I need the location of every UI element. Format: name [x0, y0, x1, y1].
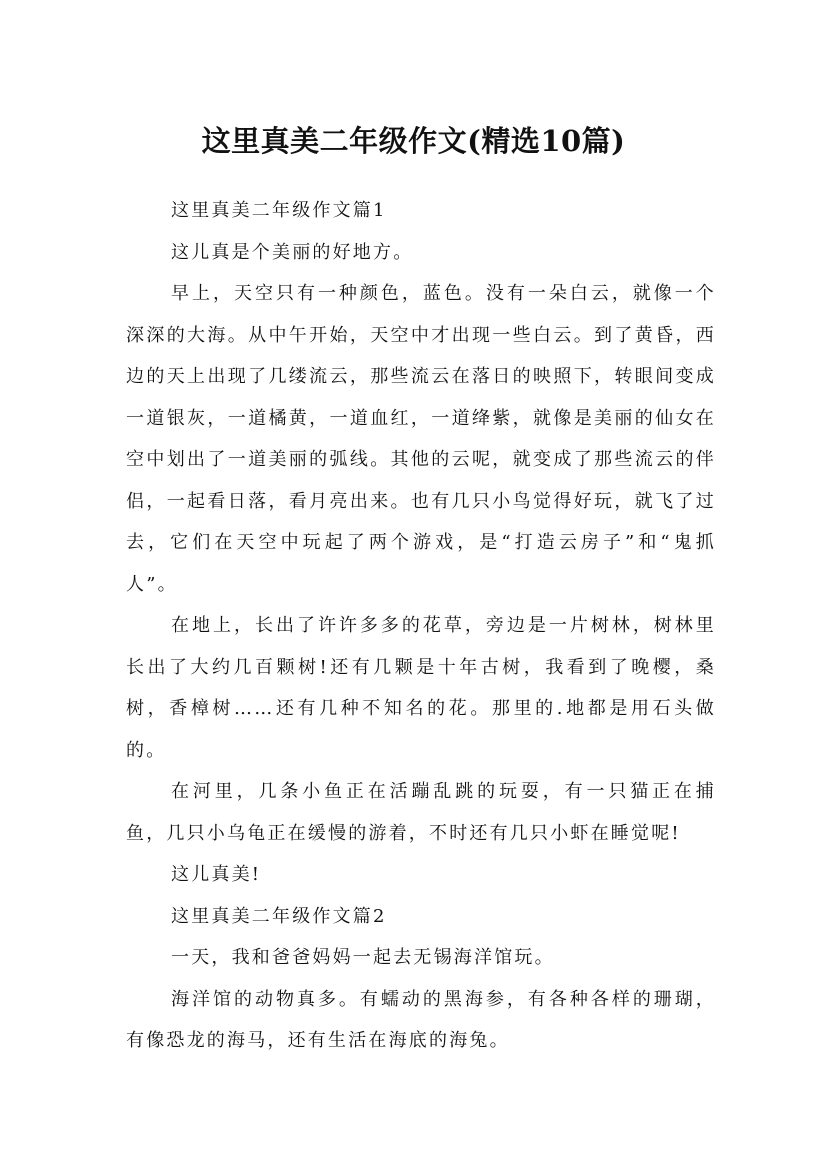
paragraph: 在河里，几条小鱼正在活蹦乱跳的玩耍，有一只猫正在捕鱼，几只小乌龟正在缓慢的游着，不时还有几只小虾在睡觉呢! — [126, 781, 716, 844]
paragraph: 在地上，长出了许许多多的花草，旁边是一片树林，树林里长出了大约几百颗树!还有几颗是十年古树，我看到了晚樱，桑树，香樟树……还有几种不知名的花。那里的.地都是用石头做的。 — [126, 615, 716, 761]
paragraph: 一天，我和爸爸妈妈一起去无锡海洋馆玩。 — [171, 947, 555, 968]
document-body — [126, 190, 716, 1062]
section-heading-2: 这里真美二年级作文篇2 — [171, 905, 387, 927]
paragraph: 早上，天空只有一种颜色，蓝色。没有一朵白云，就像一个深深的大海。从中午开始，天空中才出现一些白云。到了黄昏，西边的天上出现了几缕流云，那些流云在落日的映照下，转眼间变成一道银灰，一道橘黄，一道血红，一道绛紫，就像是美丽的仙女在空中划出了一道美丽的弧线。其他的云呢，就变成了那些流云的伴侣，一起看日落，看月亮出来。也有几只小鸟觉得好玩，就飞了过去，它们在天空中玩起了两个游戏，是“打造云房子”和“鬼抓人”。 — [126, 283, 716, 595]
paragraph: 海洋馆的动物真多。有蠕动的黑海参，有各种各样的珊瑚，有像恐龙的海马，还有生活在海底的海兔。 — [126, 988, 716, 1051]
document-title: 这里真美二年级作文(精选10篇) — [201, 124, 626, 159]
paragraph: 这儿真是个美丽的好地方。 — [171, 241, 414, 263]
paragraph: 这儿真美! — [171, 864, 262, 885]
section-heading-1: 这里真美二年级作文篇1 — [171, 200, 387, 221]
